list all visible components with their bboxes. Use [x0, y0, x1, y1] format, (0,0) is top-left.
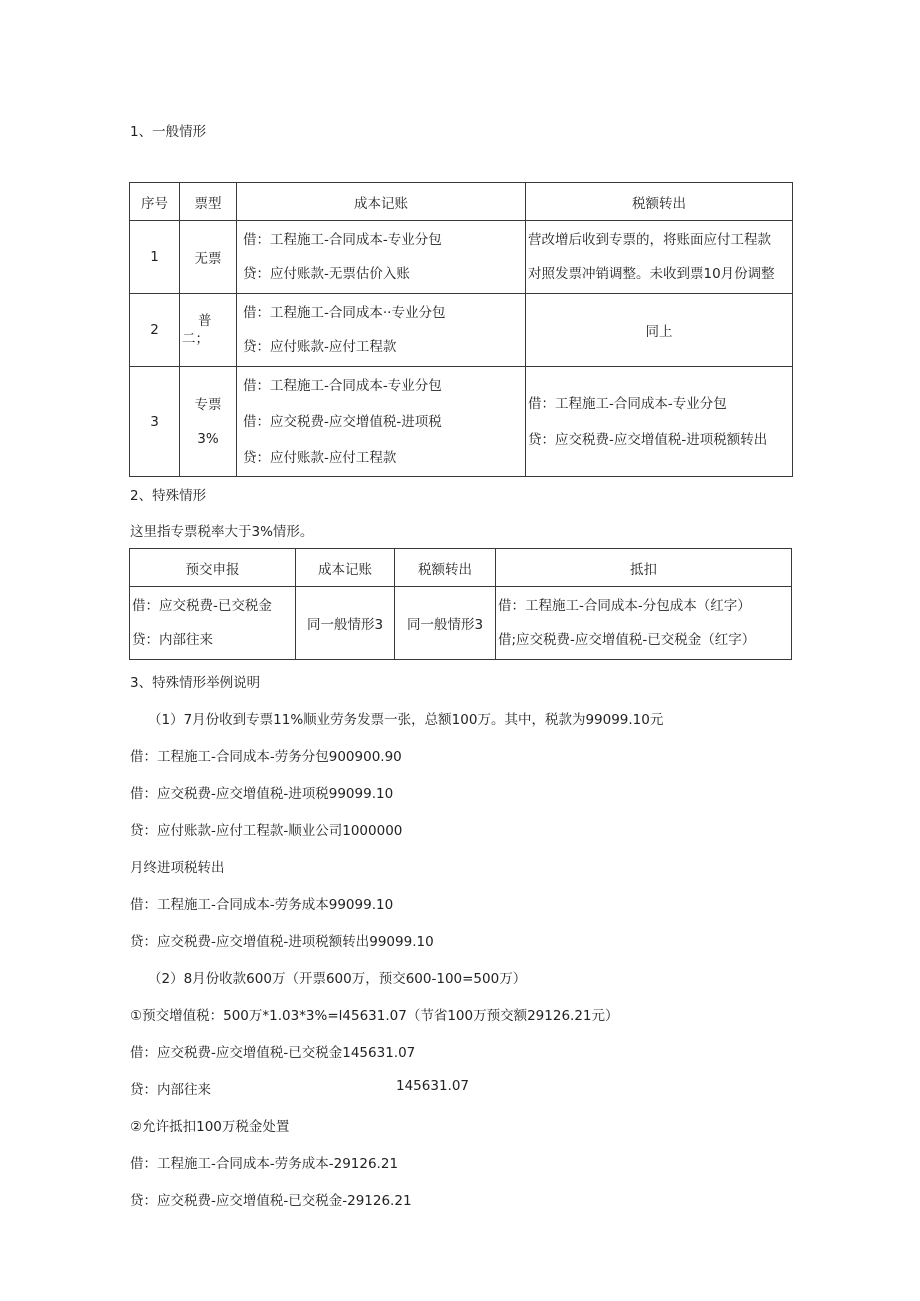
section-2-title: 2、特殊情形: [130, 488, 207, 504]
journal-line: 贷：应交税费-应交增值税-进项税额转出99099.10: [130, 934, 434, 950]
section-3-title: 3、特殊情形举例说明: [130, 675, 261, 691]
ticket-type-text: 二；: [182, 331, 209, 347]
cost-entry-cell: 同一般情形3: [296, 587, 395, 660]
journal-amount: 145631.07: [396, 1078, 470, 1094]
table-header-row: [130, 183, 793, 221]
example-1-heading: （1）7月份收到专票11%顺业劳务发票一张，总额100万。其中，税款为99099.10元: [148, 712, 664, 728]
cost-line: 借：工程施工-合同成本-专业分包: [243, 377, 442, 394]
cost-line: 借：工程施工-合同成本-专业分包: [243, 232, 442, 248]
row-number: 1: [130, 221, 180, 294]
deduct-cell: [496, 587, 792, 660]
header-ticket-type: 票型: [180, 183, 237, 221]
tax-transfer-cell: [526, 367, 793, 477]
cost-line: 借：工程施工-合同成本··专业分包: [243, 305, 446, 321]
ticket-type-text: 专票: [194, 396, 222, 413]
table-row: [130, 221, 793, 294]
header-cost-entry: 成本记账: [237, 183, 526, 221]
cost-line: 贷：应付账款-应付工程款: [243, 449, 397, 466]
cost-line: 贷：应付账款-应付工程款: [243, 339, 397, 355]
ticket-type-text: 普: [198, 313, 212, 329]
journal-line: 借：应交税费-应交增值税-进项税99099.10: [130, 786, 394, 802]
journal-line: 借：工程施工-合同成本-劳务分包900900.90: [130, 749, 402, 765]
ticket-type: [180, 221, 237, 294]
subheading: ②允许抵扣100万税金处置: [130, 1119, 290, 1135]
cost-line: 贷：应付账款-无票估价入账: [243, 266, 410, 282]
section-1-title: 1、一般情形: [130, 124, 207, 140]
ticket-type-text: 无票: [194, 251, 222, 267]
journal-line: 贷：内部往来: [130, 1082, 211, 1098]
table-row: [130, 294, 793, 367]
journal-line: 借：应交税费-应交增值税-已交税金145631.07: [130, 1045, 416, 1061]
row-number: 2: [130, 294, 180, 367]
cost-line: 借：应交税费-应交增值税-进项税: [243, 413, 442, 430]
prepay-line: 借：应交税费-已交税金: [132, 598, 272, 614]
subheading: 月终进项税转出: [130, 860, 225, 876]
header-tax-transfer: 税额转出: [526, 183, 793, 221]
deduct-line: 借：工程施工-合同成本-分包成本（红字）: [498, 598, 751, 614]
row-number: 3: [130, 367, 180, 477]
table-row: [130, 587, 792, 660]
prepay-line: 贷：内部往来: [132, 632, 213, 648]
cost-entry-cell: [237, 367, 526, 477]
header-cost-entry: 成本记账: [296, 549, 395, 587]
cost-entry-cell: [237, 294, 526, 367]
ticket-type: [180, 367, 237, 477]
deduct-line: 借;应交税费-应交增值税-已交税金（红字）: [498, 632, 756, 648]
tax-line: 营改增后收到专票的，将账面应付工程款: [528, 232, 771, 248]
table-header-row: [130, 549, 792, 587]
ticket-type-text: 3%: [197, 430, 219, 447]
header-prepay: 预交申报: [130, 549, 296, 587]
ticket-type: [180, 294, 237, 367]
tax-line: 贷：应交税费-应交增值税-进项税额转出: [528, 431, 768, 448]
journal-line: 贷：应交税费-应交增值税-已交税金-29126.21: [130, 1193, 412, 1209]
prepay-calc-line: ①预交增值税：500万*1.03*3%=l45631.07（节省100万预交额29126.21元）: [130, 1008, 619, 1024]
section-2-intro: 这里指专票税率大于3%情形。: [130, 524, 314, 540]
example-2-heading: （2）8月份收款600万（开票600万，预交600-100=500万）: [148, 971, 527, 987]
journal-line: 贷：应付账款-应付工程款-顺业公司1000000: [130, 823, 403, 839]
tax-transfer-cell: [526, 221, 793, 294]
header-tax-transfer: 税额转出: [395, 549, 496, 587]
journal-line: 借：工程施工-合同成本-劳务成本-29126.21: [130, 1156, 399, 1172]
prepay-cell: [130, 587, 296, 660]
journal-line: 借：工程施工-合同成本-劳务成本99099.10: [130, 897, 394, 913]
table-row: [130, 367, 793, 477]
header-no: 序号: [130, 183, 180, 221]
cost-entry-cell: [237, 221, 526, 294]
general-case-table: [129, 182, 793, 477]
tax-transfer-cell: 同一般情形3: [395, 587, 496, 660]
tax-transfer-cell: 同上: [526, 294, 793, 367]
header-deduct: 抵扣: [496, 549, 792, 587]
tax-line: 借：工程施工-合同成本-专业分包: [528, 395, 727, 412]
tax-line: 对照发票冲销调整。未收到票10月份调整: [528, 266, 775, 282]
special-case-table: [129, 548, 792, 660]
